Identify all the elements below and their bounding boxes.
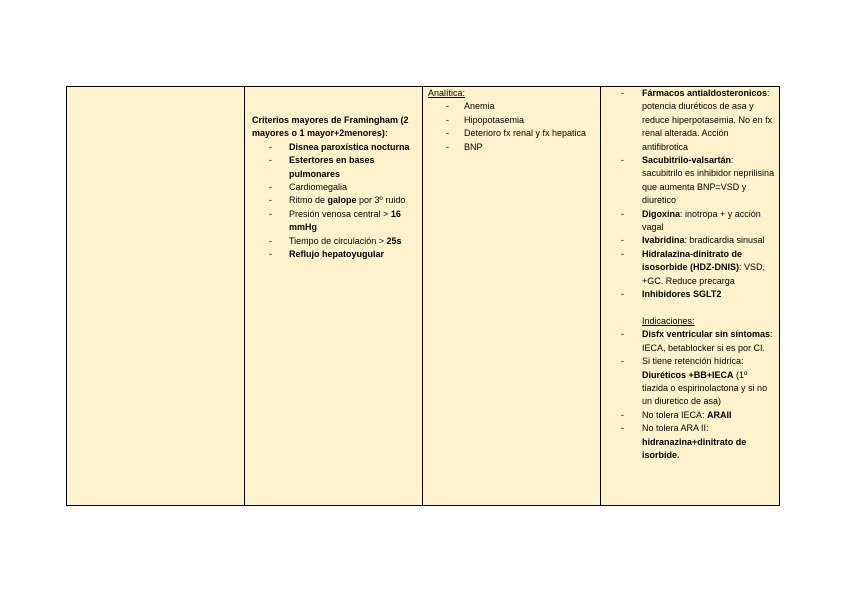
list-item: - Digoxina: inotropa + y acción vagal: [620, 208, 775, 235]
list-item: - No tolera IECA: ARAII: [620, 409, 775, 422]
framingham-cell: [245, 87, 423, 506]
empty-cell: [67, 87, 245, 506]
list-item: - Ivabridina: bradicardia sinusal: [620, 234, 775, 247]
analitica-cell: [423, 87, 601, 506]
list-item: - Hipopotasemia: [428, 114, 596, 127]
indicaciones-list: [620, 328, 775, 462]
list-item: - No tolera ARA II: hidranazina+dinitrato de isorbide.: [620, 422, 775, 462]
analitica-title: Analítica:: [428, 88, 466, 98]
list-item: - Fármacos antialdosteronicos: potencia diuréticos de asa y reduce hiperpotasemia. No en fx renal alterada. Acción antifibrotica: [620, 87, 775, 154]
list-item: - Tiempo de circulación > 25s: [252, 235, 418, 248]
indicaciones-title: Indicaciones:: [642, 315, 695, 326]
analitica-list: [428, 100, 596, 154]
list-item: - BNP: [428, 141, 596, 154]
list-item: - Anemia: [428, 100, 596, 113]
list-item: - Presión venosa central > 16 mmHg: [252, 208, 418, 235]
list-item: - Si tiene retención hídrica: Diuréticos +BB+IECA (1º tiazida o espirinolactona y si no un diuretico de asa): [620, 355, 775, 409]
list-item: - Deterioro fx renal y fx hepatica: [428, 127, 596, 140]
list-item: - Hidralazina-dinitrato de isosorbide (HDZ-DNIS): VSD, +GC. Reduce precarga: [620, 248, 775, 288]
farmacos-list: [620, 87, 775, 302]
list-item: - Disnea paroxística nocturna: [252, 141, 418, 154]
list-item: - Cardiomegalia: [252, 181, 418, 194]
list-item: - Reflujo hepatoyugular: [252, 248, 418, 261]
document-table: [66, 86, 780, 506]
framingham-heading: Criterios mayores de Framingham (2 mayores o 1 mayor+2menores):: [252, 115, 409, 139]
tratamiento-cell: [601, 87, 780, 506]
list-item: - Ritmo de galope por 3º ruido: [252, 194, 418, 207]
framingham-list: [252, 141, 418, 262]
list-item: - Inhibidores SGLT2: [620, 288, 775, 301]
list-item: - Disfx ventricular sin síntomas: IECA, betablocker si es por CI.: [620, 328, 775, 355]
list-item: - Estertores en bases pulmonares: [252, 154, 418, 181]
list-item: - Sacubitrilo-valsartán: sacubitrilo es inhibidor neprilisina que aumenta BNP=VSD y diuretico: [620, 154, 775, 208]
